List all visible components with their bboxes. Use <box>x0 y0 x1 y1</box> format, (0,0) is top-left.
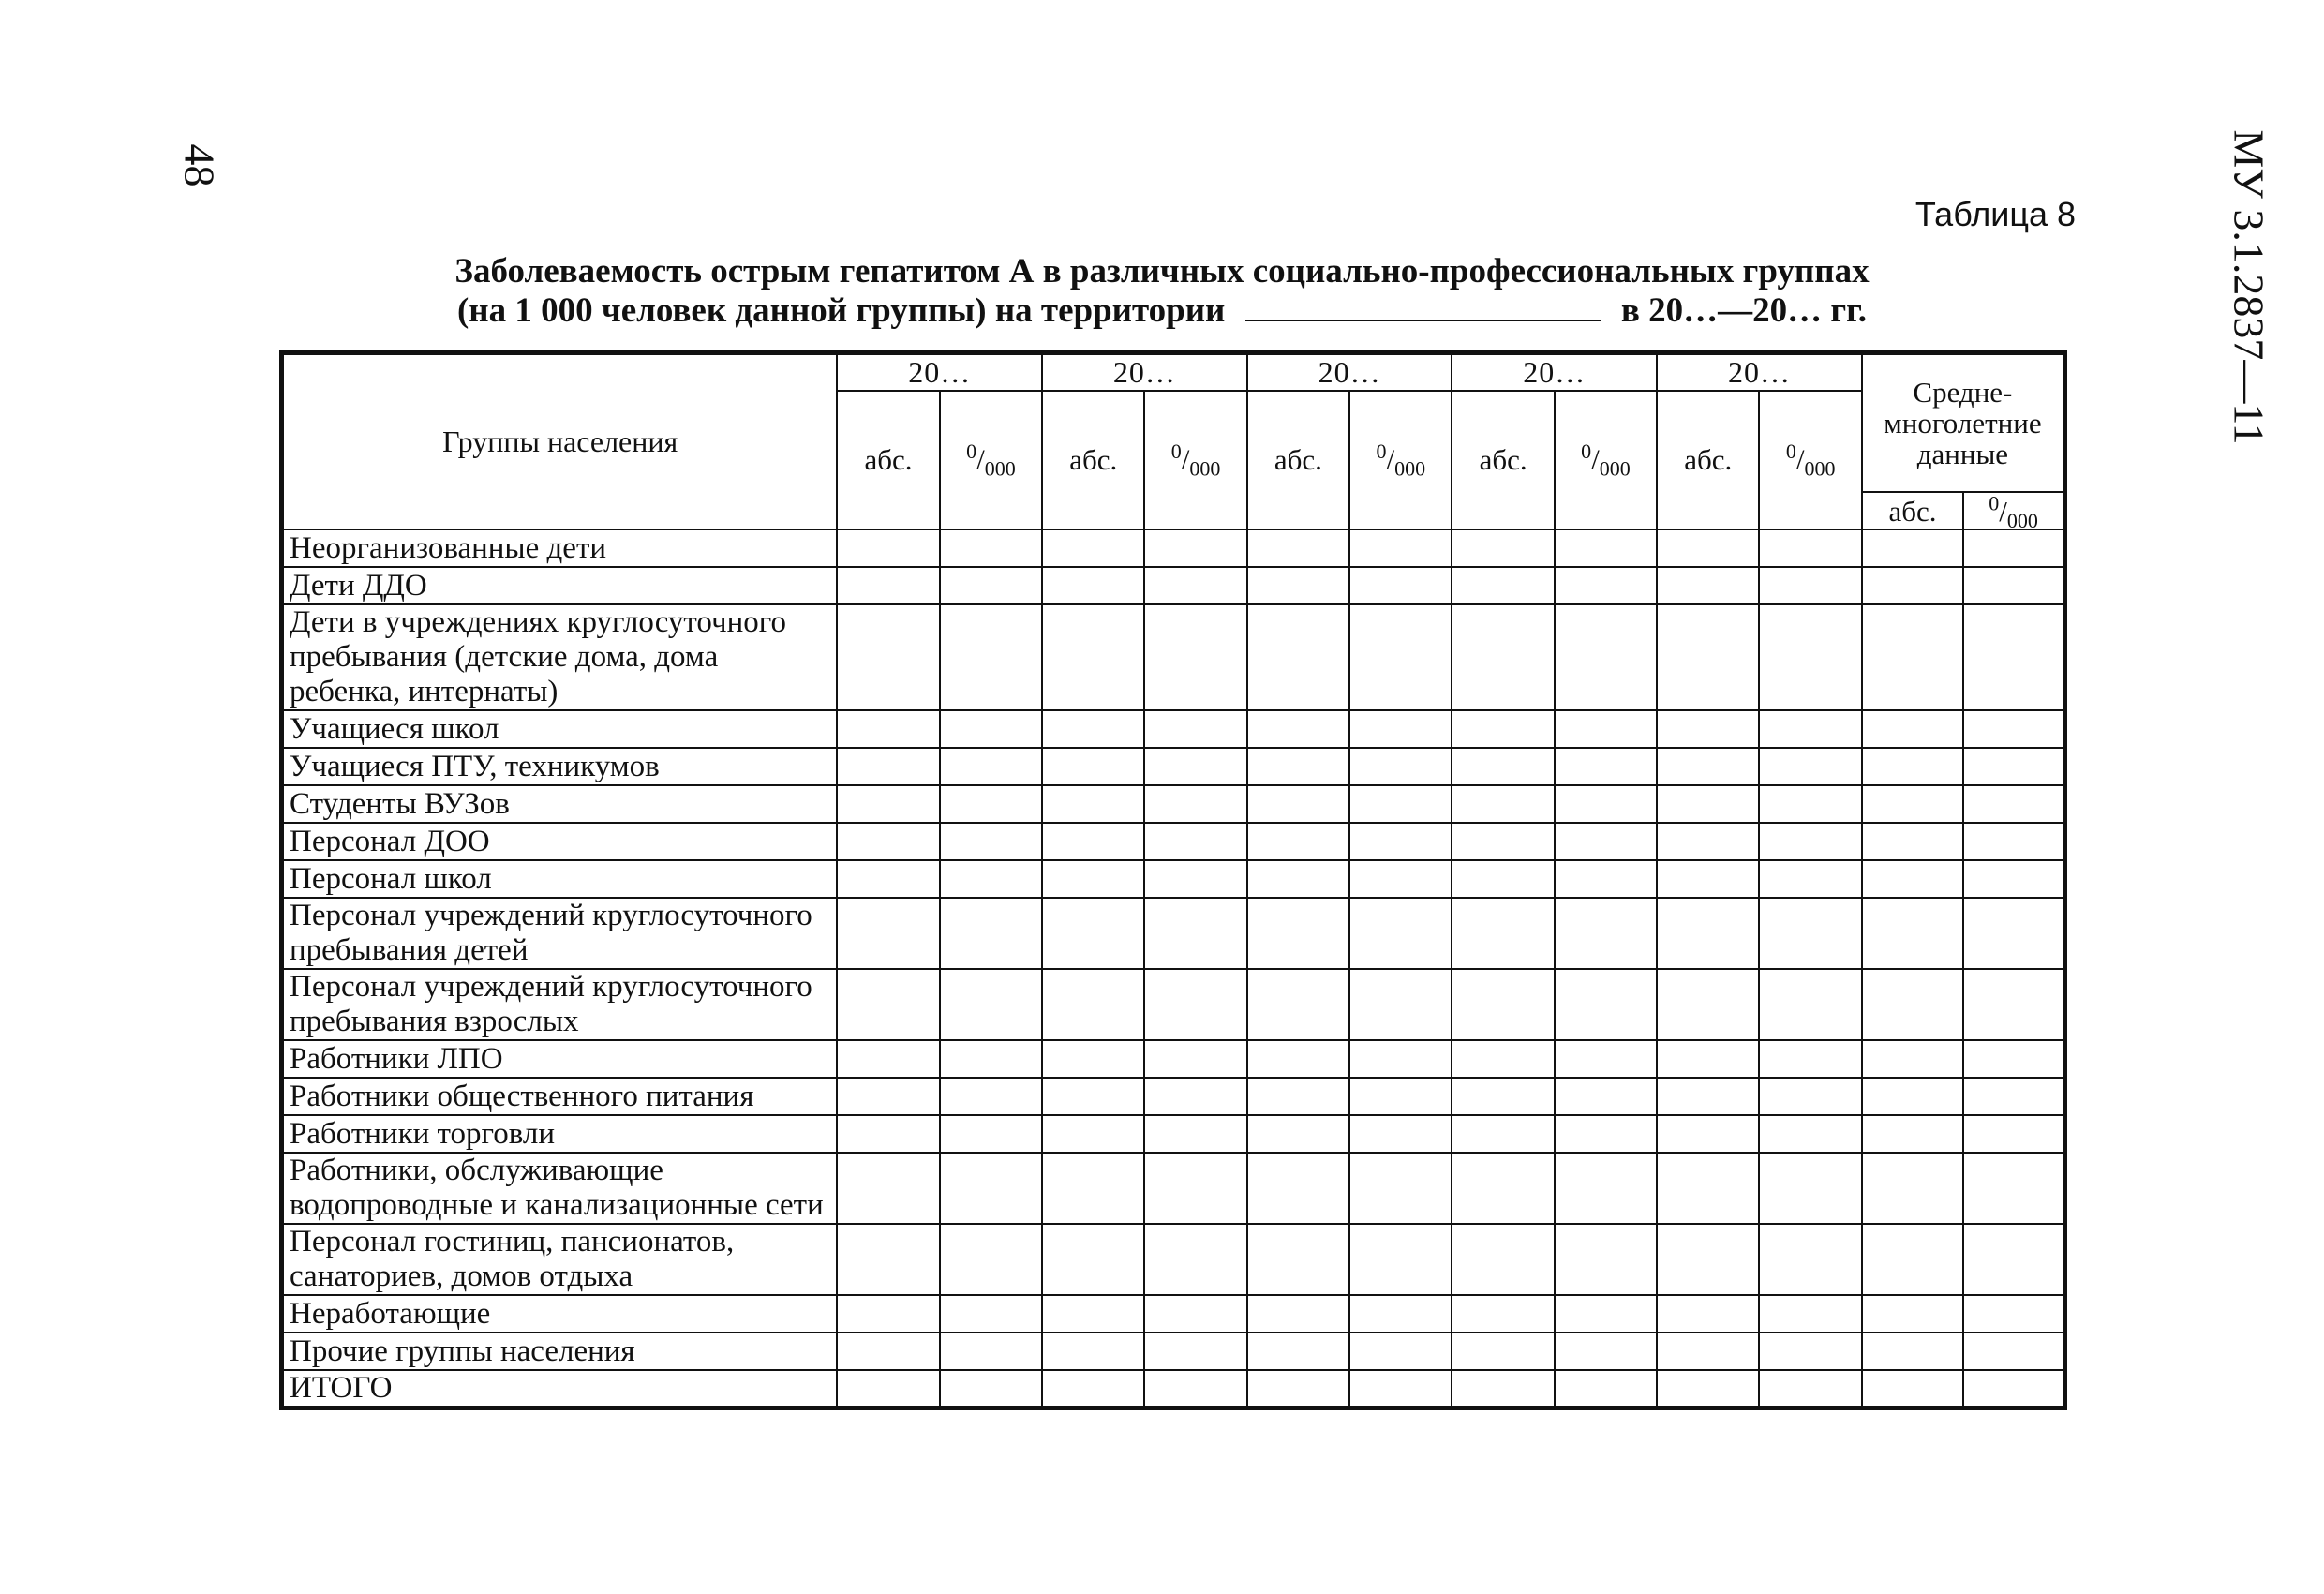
population-group-label: ИТОГО <box>282 1370 838 1408</box>
table-row <box>282 1295 2065 1333</box>
empty-data-cell <box>1349 1153 1452 1224</box>
empty-data-cell <box>1963 1040 2064 1078</box>
empty-data-cell <box>1042 1224 1144 1295</box>
empty-data-cell <box>837 710 939 748</box>
table-title-line-2 <box>281 290 2043 332</box>
empty-data-cell <box>1452 1224 1554 1295</box>
average-multiyear-header: Средне-многолетние данные <box>1862 353 2065 493</box>
per-unit-slash: / <box>1181 442 1190 476</box>
empty-data-cell <box>1862 604 1963 710</box>
table-row <box>282 710 2065 748</box>
empty-data-cell <box>1042 604 1144 710</box>
empty-data-cell <box>1657 1224 1759 1295</box>
empty-data-cell <box>1144 567 1246 604</box>
empty-data-cell <box>1247 823 1349 860</box>
empty-data-cell <box>837 1295 939 1333</box>
per-unit-superscript: 0 <box>1376 439 1387 463</box>
empty-data-cell <box>1144 604 1246 710</box>
empty-data-cell <box>1862 1224 1963 1295</box>
page-number: 48 <box>175 143 224 187</box>
empty-data-cell <box>1452 969 1554 1040</box>
empty-data-cell <box>1042 1153 1144 1224</box>
empty-data-cell <box>1862 567 1963 604</box>
empty-data-cell <box>1963 604 2064 710</box>
empty-data-cell <box>1555 1370 1657 1408</box>
empty-data-cell <box>1144 1153 1246 1224</box>
empty-data-cell <box>940 898 1042 969</box>
empty-data-cell <box>1963 1115 2064 1153</box>
per-unit-subscript: 000 <box>1599 456 1631 481</box>
empty-data-cell <box>1963 1333 2064 1370</box>
empty-data-cell <box>1555 969 1657 1040</box>
empty-data-cell <box>1555 1115 1657 1153</box>
empty-data-cell <box>940 1370 1042 1408</box>
empty-data-cell <box>837 860 939 898</box>
table-row <box>282 898 2065 969</box>
empty-data-cell <box>1862 1078 1963 1115</box>
empty-data-cell <box>1144 898 1246 969</box>
empty-data-cell <box>837 567 939 604</box>
empty-data-cell <box>1759 1295 1861 1333</box>
table-row <box>282 1333 2065 1370</box>
table-label: Таблица 8 <box>1914 195 2076 233</box>
per-100000-unit-header <box>1144 391 1246 529</box>
abs-unit-header: абс. <box>1247 391 1349 529</box>
empty-data-cell <box>1862 710 1963 748</box>
empty-data-cell <box>1862 1295 1963 1333</box>
empty-data-cell <box>1042 529 1144 567</box>
empty-data-cell <box>1452 823 1554 860</box>
empty-data-cell <box>1349 969 1452 1040</box>
empty-data-cell <box>1555 1040 1657 1078</box>
empty-data-cell <box>1144 823 1246 860</box>
year-header: 20… <box>837 353 1042 392</box>
empty-data-cell <box>940 567 1042 604</box>
empty-data-cell <box>1247 748 1349 785</box>
empty-data-cell <box>1555 1333 1657 1370</box>
empty-data-cell <box>1452 898 1554 969</box>
empty-data-cell <box>837 1153 939 1224</box>
table-row <box>282 748 2065 785</box>
groups-column-header: Группы населения <box>282 353 838 530</box>
empty-data-cell <box>837 785 939 823</box>
territory-blank-line <box>1245 291 1601 321</box>
abs-unit-header: абс. <box>837 391 939 529</box>
empty-data-cell <box>1657 1295 1759 1333</box>
empty-data-cell <box>1452 604 1554 710</box>
empty-data-cell <box>1555 898 1657 969</box>
empty-data-cell <box>1862 1370 1963 1408</box>
empty-data-cell <box>1349 1333 1452 1370</box>
empty-data-cell <box>837 529 939 567</box>
per-unit-slash: / <box>1795 442 1805 476</box>
empty-data-cell <box>1862 898 1963 969</box>
empty-data-cell <box>1042 1295 1144 1333</box>
empty-data-cell <box>1144 1224 1246 1295</box>
empty-data-cell <box>1555 860 1657 898</box>
per-unit-slash: / <box>1386 442 1395 476</box>
per-unit-superscript: 0 <box>1785 439 1796 463</box>
table-row <box>282 785 2065 823</box>
table-row <box>282 1040 2065 1078</box>
empty-data-cell <box>1042 1333 1144 1370</box>
table-row <box>282 529 2065 567</box>
per-unit-superscript: 0 <box>1170 439 1182 463</box>
population-group-label: Студенты ВУЗов <box>282 785 838 823</box>
population-group-label: Учащиеся школ <box>282 710 838 748</box>
per-unit-subscript: 000 <box>1394 456 1426 481</box>
empty-data-cell <box>1759 1224 1861 1295</box>
empty-data-cell <box>1144 1333 1246 1370</box>
empty-data-cell <box>940 823 1042 860</box>
population-group-label: Прочие группы населения <box>282 1333 838 1370</box>
empty-data-cell <box>1042 1040 1144 1078</box>
table-row <box>282 1370 2065 1408</box>
empty-data-cell <box>1759 1153 1861 1224</box>
population-group-label: Персонал учреждений круглосуточного пребывания детей <box>282 898 838 969</box>
empty-data-cell <box>1862 529 1963 567</box>
empty-data-cell <box>1452 1295 1554 1333</box>
empty-data-cell <box>1349 1115 1452 1153</box>
empty-data-cell <box>1349 748 1452 785</box>
empty-data-cell <box>1144 969 1246 1040</box>
empty-data-cell <box>940 604 1042 710</box>
per-unit-subscript: 000 <box>984 456 1016 481</box>
per-unit-slash: / <box>1999 494 2007 528</box>
empty-data-cell <box>1759 785 1861 823</box>
empty-data-cell <box>1657 748 1759 785</box>
empty-data-cell <box>1657 1040 1759 1078</box>
empty-data-cell <box>1657 785 1759 823</box>
empty-data-cell <box>940 785 1042 823</box>
empty-data-cell <box>1349 1370 1452 1408</box>
abs-unit-header: абс. <box>1452 391 1554 529</box>
empty-data-cell <box>1555 785 1657 823</box>
population-group-label: Персонал учреждений круглосуточного пребывания взрослых <box>282 969 838 1040</box>
empty-data-cell <box>1452 1370 1554 1408</box>
empty-data-cell <box>1657 1370 1759 1408</box>
empty-data-cell <box>1963 1224 2064 1295</box>
abs-unit-header: абс. <box>1657 391 1759 529</box>
empty-data-cell <box>1862 969 1963 1040</box>
empty-data-cell <box>1759 1115 1861 1153</box>
empty-data-cell <box>1247 604 1349 710</box>
table-row <box>282 604 2065 710</box>
empty-data-cell <box>1144 748 1246 785</box>
empty-data-cell <box>1862 860 1963 898</box>
empty-data-cell <box>1144 529 1246 567</box>
population-group-label: Персонал ДОО <box>282 823 838 860</box>
empty-data-cell <box>1963 567 2064 604</box>
empty-data-cell <box>1657 710 1759 748</box>
empty-data-cell <box>1349 1224 1452 1295</box>
empty-data-cell <box>1759 1370 1861 1408</box>
empty-data-cell <box>1555 1078 1657 1115</box>
empty-data-cell <box>837 1370 939 1408</box>
per-100000-unit-header <box>1555 391 1657 529</box>
empty-data-cell <box>1555 823 1657 860</box>
empty-data-cell <box>1963 748 2064 785</box>
per-unit-subscript: 000 <box>2006 508 2038 532</box>
empty-data-cell <box>1349 529 1452 567</box>
empty-data-cell <box>940 710 1042 748</box>
table-row <box>282 1078 2065 1115</box>
empty-data-cell <box>1963 1295 2064 1333</box>
per-unit-superscript: 0 <box>966 439 977 463</box>
population-group-label: Персонал гостиниц, пансионатов, санаториев, домов отдыха <box>282 1224 838 1295</box>
title-territory-prefix: (на 1 000 человек данной группы) на территории <box>456 291 1226 330</box>
per-100000-unit-header <box>1963 491 2064 532</box>
empty-data-cell <box>940 1224 1042 1295</box>
empty-data-cell <box>1247 710 1349 748</box>
empty-data-cell <box>1862 1040 1963 1078</box>
empty-data-cell <box>1349 567 1452 604</box>
empty-data-cell <box>1452 1153 1554 1224</box>
empty-data-cell <box>1042 785 1144 823</box>
empty-data-cell <box>837 1333 939 1370</box>
empty-data-cell <box>837 604 939 710</box>
empty-data-cell <box>1247 785 1349 823</box>
empty-data-cell <box>940 1040 1042 1078</box>
year-header: 20… <box>1042 353 1247 392</box>
empty-data-cell <box>1247 898 1349 969</box>
empty-data-cell <box>940 748 1042 785</box>
empty-data-cell <box>1759 710 1861 748</box>
empty-data-cell <box>1042 1078 1144 1115</box>
per-unit-slash: / <box>976 442 985 476</box>
empty-data-cell <box>940 1153 1042 1224</box>
empty-data-cell <box>1657 860 1759 898</box>
per-unit-superscript: 0 <box>1581 439 1592 463</box>
empty-data-cell <box>1349 823 1452 860</box>
table-row <box>282 1115 2065 1153</box>
per-unit-superscript: 0 <box>1989 491 2000 515</box>
empty-data-cell <box>1759 1333 1861 1370</box>
empty-data-cell <box>1452 567 1554 604</box>
per-unit-subscript: 000 <box>1189 456 1221 481</box>
empty-data-cell <box>1759 529 1861 567</box>
empty-data-cell <box>1759 898 1861 969</box>
population-group-label: Дети в учреждениях круглосуточного пребывания (детские дома, дома ребенка, интернаты) <box>282 604 838 710</box>
empty-data-cell <box>1144 1078 1246 1115</box>
empty-data-cell <box>1247 529 1349 567</box>
empty-data-cell <box>1247 1295 1349 1333</box>
empty-data-cell <box>837 823 939 860</box>
table-row <box>282 823 2065 860</box>
empty-data-cell <box>1759 1078 1861 1115</box>
empty-data-cell <box>1963 529 2064 567</box>
empty-data-cell <box>1452 860 1554 898</box>
empty-data-cell <box>1963 898 2064 969</box>
empty-data-cell <box>1862 748 1963 785</box>
empty-data-cell <box>1042 710 1144 748</box>
empty-data-cell <box>1862 1153 1963 1224</box>
empty-data-cell <box>1657 1115 1759 1153</box>
year-header: 20… <box>1247 353 1452 392</box>
empty-data-cell <box>1247 1333 1349 1370</box>
empty-data-cell <box>1452 710 1554 748</box>
empty-data-cell <box>1657 1078 1759 1115</box>
empty-data-cell <box>1963 823 2064 860</box>
empty-data-cell <box>1349 1078 1452 1115</box>
empty-data-cell <box>1759 969 1861 1040</box>
empty-data-cell <box>1963 1153 2064 1224</box>
empty-data-cell <box>1657 604 1759 710</box>
empty-data-cell <box>837 1224 939 1295</box>
empty-data-cell <box>1657 898 1759 969</box>
per-100000-unit-header <box>1349 391 1452 529</box>
population-group-label: Работники общественного питания <box>282 1078 838 1115</box>
empty-data-cell <box>1657 529 1759 567</box>
empty-data-cell <box>1657 1333 1759 1370</box>
population-group-label: Работники, обслуживающие водопроводные и канализационные сети <box>282 1153 838 1224</box>
empty-data-cell <box>940 1078 1042 1115</box>
empty-data-cell <box>1657 567 1759 604</box>
per-100000-unit-header <box>1759 391 1861 529</box>
empty-data-cell <box>1144 1040 1246 1078</box>
empty-data-cell <box>1452 1333 1554 1370</box>
population-group-label: Дети ДДО <box>282 567 838 604</box>
per-unit-slash: / <box>1591 442 1600 476</box>
table-row <box>282 1224 2065 1295</box>
empty-data-cell <box>1042 567 1144 604</box>
empty-data-cell <box>1349 785 1452 823</box>
empty-data-cell <box>837 1040 939 1078</box>
empty-data-cell <box>1862 785 1963 823</box>
empty-data-cell <box>1862 823 1963 860</box>
empty-data-cell <box>1144 1115 1246 1153</box>
empty-data-cell <box>1247 1078 1349 1115</box>
empty-data-cell <box>1247 1153 1349 1224</box>
empty-data-cell <box>940 969 1042 1040</box>
empty-data-cell <box>1963 860 2064 898</box>
empty-data-cell <box>1759 823 1861 860</box>
empty-data-cell <box>1349 710 1452 748</box>
incidence-table <box>279 350 2067 1410</box>
population-group-label: Работники ЛПО <box>282 1040 838 1078</box>
empty-data-cell <box>1349 860 1452 898</box>
empty-data-cell <box>1555 748 1657 785</box>
year-header: 20… <box>1657 353 1862 392</box>
empty-data-cell <box>940 860 1042 898</box>
empty-data-cell <box>837 898 939 969</box>
table-title-line-1: Заболеваемость острым гепатитом А в различных социально-профессиональных группах <box>454 252 1870 290</box>
empty-data-cell <box>1144 1370 1246 1408</box>
empty-data-cell <box>1452 748 1554 785</box>
empty-data-cell <box>1349 604 1452 710</box>
empty-data-cell <box>940 529 1042 567</box>
empty-data-cell <box>837 1115 939 1153</box>
empty-data-cell <box>1247 567 1349 604</box>
empty-data-cell <box>1759 567 1861 604</box>
empty-data-cell <box>1657 823 1759 860</box>
empty-data-cell <box>1247 1370 1349 1408</box>
title-years-suffix: в 20…—20… гг. <box>1620 291 1868 330</box>
empty-data-cell <box>1555 529 1657 567</box>
empty-data-cell <box>1042 898 1144 969</box>
empty-data-cell <box>1247 1224 1349 1295</box>
empty-data-cell <box>1759 860 1861 898</box>
per-100000-unit-header <box>940 391 1042 529</box>
empty-data-cell <box>1042 1370 1144 1408</box>
empty-data-cell <box>1759 604 1861 710</box>
empty-data-cell <box>1963 1078 2064 1115</box>
table-row <box>282 1153 2065 1224</box>
empty-data-cell <box>837 1078 939 1115</box>
population-group-label: Неработающие <box>282 1295 838 1333</box>
table-row <box>282 567 2065 604</box>
empty-data-cell <box>1657 969 1759 1040</box>
per-unit-subscript: 000 <box>1804 456 1836 481</box>
empty-data-cell <box>1963 710 2064 748</box>
abs-unit-header: абс. <box>1862 492 1963 529</box>
empty-data-cell <box>1247 969 1349 1040</box>
abs-unit-header: абс. <box>1042 391 1144 529</box>
empty-data-cell <box>1247 1040 1349 1078</box>
empty-data-cell <box>1349 1040 1452 1078</box>
empty-data-cell <box>940 1333 1042 1370</box>
empty-data-cell <box>837 969 939 1040</box>
empty-data-cell <box>1555 710 1657 748</box>
empty-data-cell <box>1862 1333 1963 1370</box>
empty-data-cell <box>1452 785 1554 823</box>
year-header: 20… <box>1452 353 1657 392</box>
population-group-label: Персонал школ <box>282 860 838 898</box>
empty-data-cell <box>1963 785 2064 823</box>
empty-data-cell <box>1452 1040 1554 1078</box>
population-group-label: Неорганизованные дети <box>282 529 838 567</box>
empty-data-cell <box>1555 604 1657 710</box>
empty-data-cell <box>1247 1115 1349 1153</box>
empty-data-cell <box>1042 823 1144 860</box>
empty-data-cell <box>940 1295 1042 1333</box>
empty-data-cell <box>1042 860 1144 898</box>
empty-data-cell <box>1042 748 1144 785</box>
population-group-label: Учащиеся ПТУ, техникумов <box>282 748 838 785</box>
table-row <box>282 969 2065 1040</box>
empty-data-cell <box>1042 1115 1144 1153</box>
table-row <box>282 860 2065 898</box>
empty-data-cell <box>837 748 939 785</box>
empty-data-cell <box>1144 1295 1246 1333</box>
empty-data-cell <box>1349 898 1452 969</box>
empty-data-cell <box>1452 529 1554 567</box>
empty-data-cell <box>1759 1040 1861 1078</box>
empty-data-cell <box>1247 860 1349 898</box>
empty-data-cell <box>1657 1153 1759 1224</box>
empty-data-cell <box>1555 1224 1657 1295</box>
empty-data-cell <box>1555 1153 1657 1224</box>
empty-data-cell <box>1452 1115 1554 1153</box>
empty-data-cell <box>1555 567 1657 604</box>
empty-data-cell <box>1963 1370 2064 1408</box>
empty-data-cell <box>1349 1295 1452 1333</box>
empty-data-cell <box>1144 785 1246 823</box>
empty-data-cell <box>1963 969 2064 1040</box>
empty-data-cell <box>1144 710 1246 748</box>
empty-data-cell <box>1042 969 1144 1040</box>
empty-data-cell <box>1144 860 1246 898</box>
empty-data-cell <box>1452 1078 1554 1115</box>
empty-data-cell <box>940 1115 1042 1153</box>
empty-data-cell <box>1759 748 1861 785</box>
empty-data-cell <box>1555 1295 1657 1333</box>
empty-data-cell <box>1862 1115 1963 1153</box>
population-group-label: Работники торговли <box>282 1115 838 1153</box>
document-code: МУ 3.1.2837—11 <box>2225 129 2273 445</box>
